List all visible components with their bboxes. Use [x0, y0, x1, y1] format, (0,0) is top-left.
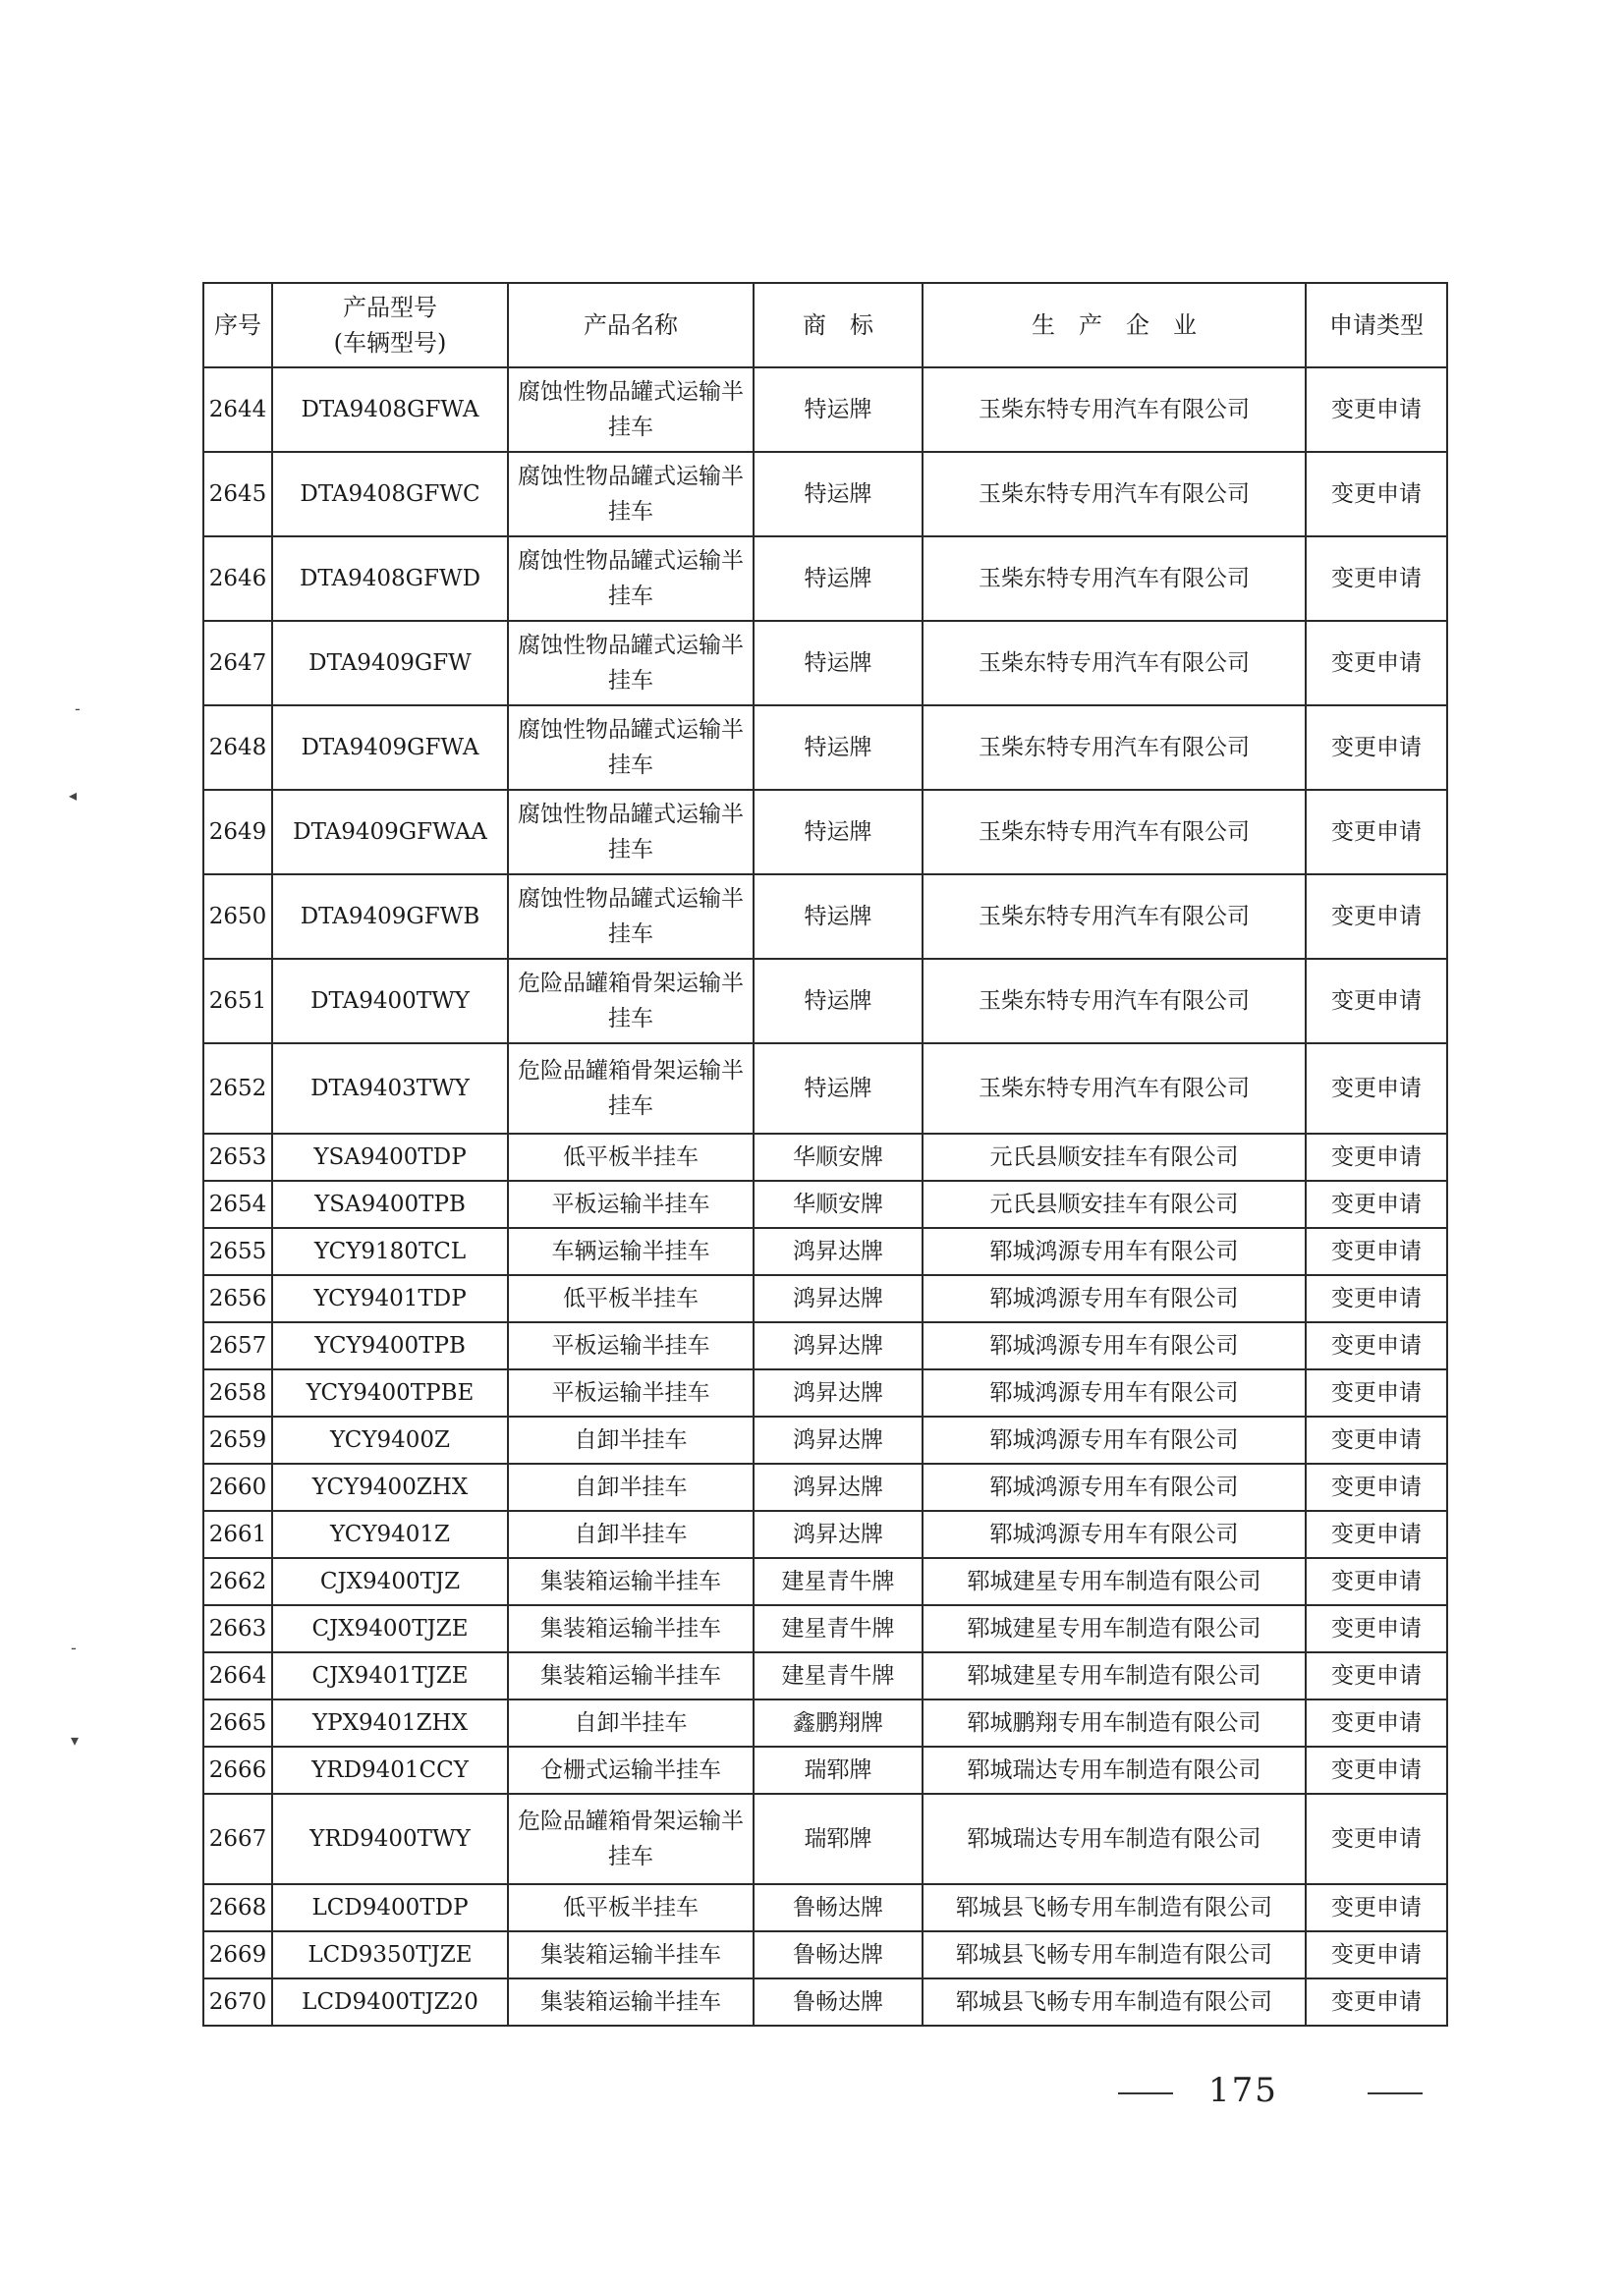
cell-application-type: 变更申请 [1306, 536, 1447, 621]
vehicle-product-table [202, 282, 1448, 2027]
cell-brand: 特运牌 [754, 452, 923, 536]
page-number-dash-left [1118, 2092, 1173, 2094]
cell-product-name: 腐蚀性物品罐式运输半挂车 [508, 705, 754, 790]
cell-brand: 建星青牛牌 [754, 1605, 923, 1652]
table-row [203, 367, 1447, 452]
cell-seq: 2659 [203, 1417, 272, 1464]
cell-application-type: 变更申请 [1306, 1369, 1447, 1417]
cell-application-type: 变更申请 [1306, 1699, 1447, 1747]
cell-application-type: 变更申请 [1306, 1464, 1447, 1511]
cell-model: CJX9401TJZE [272, 1652, 508, 1699]
cell-application-type: 变更申请 [1306, 1652, 1447, 1699]
table-row [203, 1931, 1447, 1978]
cell-model: YSA9400TPB [272, 1181, 508, 1228]
cell-company: 元氏县顺安挂车有限公司 [923, 1181, 1306, 1228]
cell-model: YPX9401ZHX [272, 1699, 508, 1747]
cell-application-type: 变更申请 [1306, 1747, 1447, 1794]
cell-brand: 鸿昇达牌 [754, 1417, 923, 1464]
page-number-dash-right [1368, 2092, 1423, 2094]
table-row [203, 1369, 1447, 1417]
cell-model: YCY9400ZHX [272, 1464, 508, 1511]
cell-company: 玉柴东特专用汽车有限公司 [923, 367, 1306, 452]
cell-product-name: 集装箱运输半挂车 [508, 1605, 754, 1652]
cell-application-type: 变更申请 [1306, 367, 1447, 452]
cell-model: CJX9400TJZ [272, 1558, 508, 1605]
cell-model: YCY9180TCL [272, 1228, 508, 1275]
cell-company: 玉柴东特专用汽车有限公司 [923, 1043, 1306, 1134]
table-row [203, 1322, 1447, 1369]
cell-product-name: 自卸半挂车 [508, 1699, 754, 1747]
cell-product-name: 腐蚀性物品罐式运输半挂车 [508, 536, 754, 621]
cell-seq: 2660 [203, 1464, 272, 1511]
cell-model: DTA9409GFWAA [272, 790, 508, 874]
cell-product-name: 自卸半挂车 [508, 1417, 754, 1464]
table-row [203, 1275, 1447, 1322]
cell-application-type: 变更申请 [1306, 1511, 1447, 1558]
cell-product-name: 危险品罐箱骨架运输半挂车 [508, 1043, 754, 1134]
cell-model: LCD9400TDP [272, 1884, 508, 1931]
cell-application-type: 变更申请 [1306, 621, 1447, 705]
table-row [203, 1228, 1447, 1275]
cell-company: 玉柴东特专用汽车有限公司 [923, 790, 1306, 874]
table-row [203, 1884, 1447, 1931]
cell-seq: 2644 [203, 367, 272, 452]
cell-model: DTA9408GFWD [272, 536, 508, 621]
cell-company: 玉柴东特专用汽车有限公司 [923, 536, 1306, 621]
header-name: 产品名称 [508, 283, 754, 367]
cell-model: YRD9401CCY [272, 1747, 508, 1794]
cell-product-name: 平板运输半挂车 [508, 1181, 754, 1228]
cell-company: 玉柴东特专用汽车有限公司 [923, 705, 1306, 790]
table-row [203, 1605, 1447, 1652]
cell-application-type: 变更申请 [1306, 1275, 1447, 1322]
table-header-row [203, 283, 1447, 367]
cell-brand: 特运牌 [754, 790, 923, 874]
scan-mark: - [71, 1639, 77, 1657]
cell-brand: 建星青牛牌 [754, 1652, 923, 1699]
cell-application-type: 变更申请 [1306, 959, 1447, 1043]
cell-brand: 瑞郓牌 [754, 1747, 923, 1794]
cell-seq: 2664 [203, 1652, 272, 1699]
table-row [203, 621, 1447, 705]
cell-seq: 2653 [203, 1134, 272, 1181]
cell-model: YCY9401Z [272, 1511, 508, 1558]
cell-company: 郓城鸿源专用车有限公司 [923, 1228, 1306, 1275]
page-number: 175 [1208, 2071, 1278, 2110]
table-row [203, 452, 1447, 536]
cell-product-name: 危险品罐箱骨架运输半挂车 [508, 959, 754, 1043]
cell-application-type: 变更申请 [1306, 705, 1447, 790]
cell-product-name: 低平板半挂车 [508, 1134, 754, 1181]
cell-company: 郓城建星专用车制造有限公司 [923, 1605, 1306, 1652]
cell-company: 玉柴东特专用汽车有限公司 [923, 874, 1306, 959]
table-row [203, 1043, 1447, 1134]
cell-application-type: 变更申请 [1306, 1322, 1447, 1369]
cell-application-type: 变更申请 [1306, 1794, 1447, 1884]
cell-model: DTA9409GFW [272, 621, 508, 705]
cell-product-name: 平板运输半挂车 [508, 1322, 754, 1369]
table-row [203, 1794, 1447, 1884]
cell-brand: 鲁畅达牌 [754, 1978, 923, 2026]
cell-company: 郓城鹏翔专用车制造有限公司 [923, 1699, 1306, 1747]
table-row [203, 790, 1447, 874]
header-model-line2: (车辆型号) [333, 329, 447, 357]
cell-company: 郓城建星专用车制造有限公司 [923, 1652, 1306, 1699]
cell-company: 郓城瑞达专用车制造有限公司 [923, 1794, 1306, 1884]
cell-company: 郓城县飞畅专用车制造有限公司 [923, 1884, 1306, 1931]
cell-seq: 2652 [203, 1043, 272, 1134]
scan-mark: ▾ [71, 1731, 80, 1750]
cell-product-name: 腐蚀性物品罐式运输半挂车 [508, 790, 754, 874]
cell-product-name: 腐蚀性物品罐式运输半挂车 [508, 452, 754, 536]
cell-application-type: 变更申请 [1306, 1884, 1447, 1931]
cell-brand: 鑫鹏翔牌 [754, 1699, 923, 1747]
cell-brand: 瑞郓牌 [754, 1794, 923, 1884]
cell-company: 玉柴东特专用汽车有限公司 [923, 452, 1306, 536]
cell-company: 玉柴东特专用汽车有限公司 [923, 959, 1306, 1043]
cell-model: YSA9400TDP [272, 1134, 508, 1181]
cell-application-type: 变更申请 [1306, 452, 1447, 536]
table-row [203, 1978, 1447, 2026]
scan-mark: - [75, 699, 81, 718]
cell-company: 元氏县顺安挂车有限公司 [923, 1134, 1306, 1181]
cell-seq: 2669 [203, 1931, 272, 1978]
cell-product-name: 危险品罐箱骨架运输半挂车 [508, 1794, 754, 1884]
cell-product-name: 自卸半挂车 [508, 1464, 754, 1511]
cell-brand: 特运牌 [754, 874, 923, 959]
cell-company: 郓城瑞达专用车制造有限公司 [923, 1747, 1306, 1794]
cell-seq: 2645 [203, 452, 272, 536]
cell-application-type: 变更申请 [1306, 790, 1447, 874]
cell-company: 郓城县飞畅专用车制造有限公司 [923, 1978, 1306, 2026]
cell-brand: 鸿昇达牌 [754, 1322, 923, 1369]
cell-product-name: 集装箱运输半挂车 [508, 1558, 754, 1605]
cell-company: 郓城县飞畅专用车制造有限公司 [923, 1931, 1306, 1978]
cell-seq: 2656 [203, 1275, 272, 1322]
cell-model: CJX9400TJZE [272, 1605, 508, 1652]
cell-brand: 鸿昇达牌 [754, 1228, 923, 1275]
cell-product-name: 平板运输半挂车 [508, 1369, 754, 1417]
cell-application-type: 变更申请 [1306, 1228, 1447, 1275]
cell-seq: 2666 [203, 1747, 272, 1794]
table-row [203, 1181, 1447, 1228]
cell-brand: 特运牌 [754, 1043, 923, 1134]
cell-seq: 2670 [203, 1978, 272, 2026]
table-row [203, 1747, 1447, 1794]
cell-application-type: 变更申请 [1306, 1134, 1447, 1181]
cell-model: DTA9403TWY [272, 1043, 508, 1134]
table-row [203, 1558, 1447, 1605]
cell-model: DTA9400TWY [272, 959, 508, 1043]
cell-product-name: 集装箱运输半挂车 [508, 1978, 754, 2026]
cell-brand: 鲁畅达牌 [754, 1884, 923, 1931]
header-brand: 商 标 [754, 283, 923, 367]
cell-brand: 华顺安牌 [754, 1181, 923, 1228]
cell-brand: 特运牌 [754, 536, 923, 621]
cell-model: DTA9408GFWA [272, 367, 508, 452]
table-row [203, 874, 1447, 959]
cell-product-name: 仓栅式运输半挂车 [508, 1747, 754, 1794]
cell-model: YRD9400TWY [272, 1794, 508, 1884]
cell-seq: 2650 [203, 874, 272, 959]
cell-model: DTA9408GFWC [272, 452, 508, 536]
cell-seq: 2667 [203, 1794, 272, 1884]
cell-seq: 2648 [203, 705, 272, 790]
cell-application-type: 变更申请 [1306, 1605, 1447, 1652]
table-row [203, 1134, 1447, 1181]
cell-seq: 2651 [203, 959, 272, 1043]
cell-model: YCY9400Z [272, 1417, 508, 1464]
cell-seq: 2662 [203, 1558, 272, 1605]
header-model-line1: 产品型号 [343, 294, 437, 321]
cell-company: 郓城鸿源专用车有限公司 [923, 1417, 1306, 1464]
table-row [203, 959, 1447, 1043]
cell-brand: 鸿昇达牌 [754, 1511, 923, 1558]
cell-seq: 2658 [203, 1369, 272, 1417]
cell-company: 郓城鸿源专用车有限公司 [923, 1369, 1306, 1417]
header-type: 申请类型 [1306, 283, 1447, 367]
cell-product-name: 车辆运输半挂车 [508, 1228, 754, 1275]
scan-mark: ◂ [69, 786, 78, 805]
cell-application-type: 变更申请 [1306, 1043, 1447, 1134]
cell-seq: 2649 [203, 790, 272, 874]
cell-seq: 2646 [203, 536, 272, 621]
cell-application-type: 变更申请 [1306, 1417, 1447, 1464]
cell-seq: 2661 [203, 1511, 272, 1558]
cell-application-type: 变更申请 [1306, 874, 1447, 959]
cell-model: DTA9409GFWB [272, 874, 508, 959]
cell-company: 郓城鸿源专用车有限公司 [923, 1511, 1306, 1558]
header-company: 生 产 企 业 [923, 283, 1306, 367]
cell-company: 玉柴东特专用汽车有限公司 [923, 621, 1306, 705]
cell-company: 郓城鸿源专用车有限公司 [923, 1464, 1306, 1511]
cell-model: DTA9409GFWA [272, 705, 508, 790]
cell-company: 郓城鸿源专用车有限公司 [923, 1275, 1306, 1322]
cell-product-name: 集装箱运输半挂车 [508, 1931, 754, 1978]
cell-seq: 2663 [203, 1605, 272, 1652]
cell-brand: 鲁畅达牌 [754, 1931, 923, 1978]
cell-model: YCY9400TPBE [272, 1369, 508, 1417]
cell-application-type: 变更申请 [1306, 1931, 1447, 1978]
header-seq: 序号 [203, 283, 272, 367]
cell-model: YCY9401TDP [272, 1275, 508, 1322]
cell-brand: 特运牌 [754, 959, 923, 1043]
cell-brand: 鸿昇达牌 [754, 1369, 923, 1417]
table-body [203, 367, 1447, 2026]
table-row [203, 536, 1447, 621]
cell-product-name: 低平板半挂车 [508, 1884, 754, 1931]
cell-seq: 2665 [203, 1699, 272, 1747]
cell-product-name: 腐蚀性物品罐式运输半挂车 [508, 874, 754, 959]
table-row [203, 1417, 1447, 1464]
cell-brand: 特运牌 [754, 621, 923, 705]
cell-product-name: 自卸半挂车 [508, 1511, 754, 1558]
cell-company: 郓城建星专用车制造有限公司 [923, 1558, 1306, 1605]
cell-brand: 鸿昇达牌 [754, 1464, 923, 1511]
cell-brand: 华顺安牌 [754, 1134, 923, 1181]
header-model [272, 283, 508, 367]
cell-product-name: 腐蚀性物品罐式运输半挂车 [508, 367, 754, 452]
cell-product-name: 低平板半挂车 [508, 1275, 754, 1322]
cell-seq: 2657 [203, 1322, 272, 1369]
cell-model: LCD9350TJZE [272, 1931, 508, 1978]
table-row [203, 1652, 1447, 1699]
table-row [203, 1699, 1447, 1747]
cell-brand: 建星青牛牌 [754, 1558, 923, 1605]
cell-application-type: 变更申请 [1306, 1978, 1447, 2026]
cell-brand: 特运牌 [754, 705, 923, 790]
cell-brand: 鸿昇达牌 [754, 1275, 923, 1322]
cell-seq: 2647 [203, 621, 272, 705]
cell-brand: 特运牌 [754, 367, 923, 452]
cell-seq: 2668 [203, 1884, 272, 1931]
cell-model: LCD9400TJZ20 [272, 1978, 508, 2026]
cell-seq: 2655 [203, 1228, 272, 1275]
table-row [203, 1511, 1447, 1558]
cell-application-type: 变更申请 [1306, 1181, 1447, 1228]
cell-model: YCY9400TPB [272, 1322, 508, 1369]
cell-seq: 2654 [203, 1181, 272, 1228]
table-row [203, 705, 1447, 790]
cell-product-name: 集装箱运输半挂车 [508, 1652, 754, 1699]
cell-company: 郓城鸿源专用车有限公司 [923, 1322, 1306, 1369]
cell-application-type: 变更申请 [1306, 1558, 1447, 1605]
table-row [203, 1464, 1447, 1511]
cell-product-name: 腐蚀性物品罐式运输半挂车 [508, 621, 754, 705]
